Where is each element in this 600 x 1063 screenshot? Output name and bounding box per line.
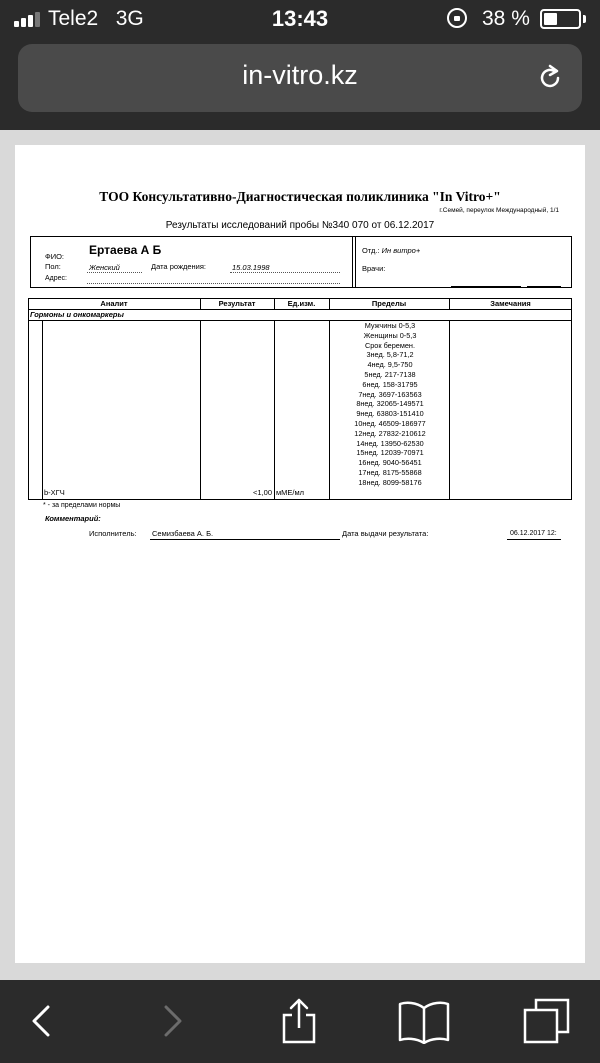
limit-line: 6нед. 158-31795 [362, 379, 418, 389]
clinic-address: г.Семей, переулок Международный, 1/1 [439, 207, 559, 214]
sex-label: Пол: [45, 262, 61, 271]
limit-line: 17нед. 8175-55868 [358, 467, 422, 477]
results-subtitle: Результаты исследований пробы №340 070 от 06.12.2017 [165, 220, 435, 231]
carrier-name: Tele2 [48, 7, 99, 30]
row-divider-2 [274, 320, 275, 500]
issue-date-label: Дата выдачи результата: [342, 529, 429, 538]
status-bar [0, 0, 600, 40]
dept-label-text: Отд.: [362, 246, 380, 255]
dept-value: Ин витро+ [381, 246, 421, 255]
orientation-lock-icon [447, 8, 467, 28]
limit-line: 4нед. 9,5-750 [367, 360, 413, 370]
section-title: Гормоны и онкомаркеры [30, 310, 124, 319]
limit-line: 5нед. 217-7138 [364, 369, 416, 379]
back-icon[interactable] [22, 998, 62, 1044]
row-divider-1 [200, 320, 201, 500]
unit-value: мМЕ/мл [276, 488, 305, 497]
limit-line: Мужчины 0-5,3 [364, 321, 416, 330]
dept-label [362, 246, 420, 255]
dob-underline [230, 272, 340, 273]
limit-line: 16нед. 9040-56451 [358, 458, 422, 468]
pdf-page [15, 145, 585, 963]
result-value: <1,00 [253, 488, 272, 497]
clock: 13:43 [271, 6, 329, 31]
share-icon[interactable] [276, 998, 322, 1044]
col-header-result: Результат [218, 299, 256, 308]
col-header-unit: Ед.изм. [287, 299, 316, 308]
dob-label: Дата рождения: [151, 262, 206, 271]
network-type: 3G [115, 7, 144, 30]
results-table [28, 298, 572, 500]
clinic-title: ТОО Консультативно-Диагностическая поликлиника "In Vitro+" [99, 189, 501, 204]
patient-box-divider-2 [355, 236, 356, 288]
fio-label: ФИО: [45, 252, 65, 261]
battery-icon [540, 9, 581, 29]
forward-icon[interactable] [152, 998, 192, 1044]
comment-label: Комментарий: [45, 514, 101, 523]
patient-name: Ертаева А Б [89, 243, 162, 257]
limit-line: 8нед. 32065-149571 [356, 399, 424, 409]
limit-line: 14нед. 13950-62530 [356, 438, 424, 448]
doctors-underline [451, 286, 521, 287]
col-header-analyte: Аналит [100, 299, 128, 308]
col-header-limits: Пределы [371, 299, 407, 308]
sex-underline [87, 272, 142, 273]
footnote: * - за пределами нормы [43, 502, 121, 509]
page-viewport[interactable] [0, 130, 600, 980]
battery-tip [583, 15, 586, 23]
doctors-label: Врачи: [362, 264, 386, 273]
url-text[interactable]: in-vitro.kz [242, 60, 358, 90]
limit-line: 10нед. 46509-186977 [354, 418, 426, 428]
performer-underline [150, 539, 340, 540]
limit-line: 15нед. 12039-70971 [356, 448, 424, 458]
bookmarks-icon[interactable] [396, 998, 452, 1044]
limit-line: Срок беремен. [364, 340, 415, 350]
limit-line: Женщины 0-5,3 [363, 330, 417, 340]
reload-icon[interactable] [536, 64, 564, 92]
limit-line: 9нед. 63803-151410 [356, 409, 424, 419]
patient-dob: 15.03.1998 [232, 263, 270, 272]
col-header-remarks: Замечания [490, 299, 531, 308]
battery-level [544, 13, 557, 25]
performer-label: Исполнитель: [89, 529, 137, 538]
table-section-separator [28, 320, 572, 321]
limit-line: 18нед. 8099-58176 [358, 477, 422, 487]
row-divider-0 [42, 320, 43, 500]
patient-sex: Женский [89, 263, 120, 272]
patient-box-divider [352, 236, 353, 288]
address-underline [87, 283, 340, 284]
performer-name: Семизбаева А. Б. [152, 529, 214, 538]
analyte-name: b-ХГЧ [44, 488, 65, 497]
browser-header [0, 40, 600, 130]
issue-date-underline [507, 539, 561, 540]
reference-limits [330, 321, 450, 488]
limit-line: 3нед. 5,8-71,2 [366, 350, 414, 360]
tabs-icon[interactable] [522, 998, 572, 1044]
address-label: Адрес: [45, 275, 67, 282]
doctors-underline-2 [527, 286, 561, 287]
limit-line: 7нед. 3697-163563 [358, 389, 422, 399]
address-bar[interactable] [18, 44, 582, 112]
battery-percent: 38 % [482, 7, 530, 30]
browser-toolbar [0, 980, 600, 1063]
limit-line: 12нед. 27832-210612 [354, 428, 426, 438]
issue-date: 06.12.2017 12: [510, 530, 557, 537]
